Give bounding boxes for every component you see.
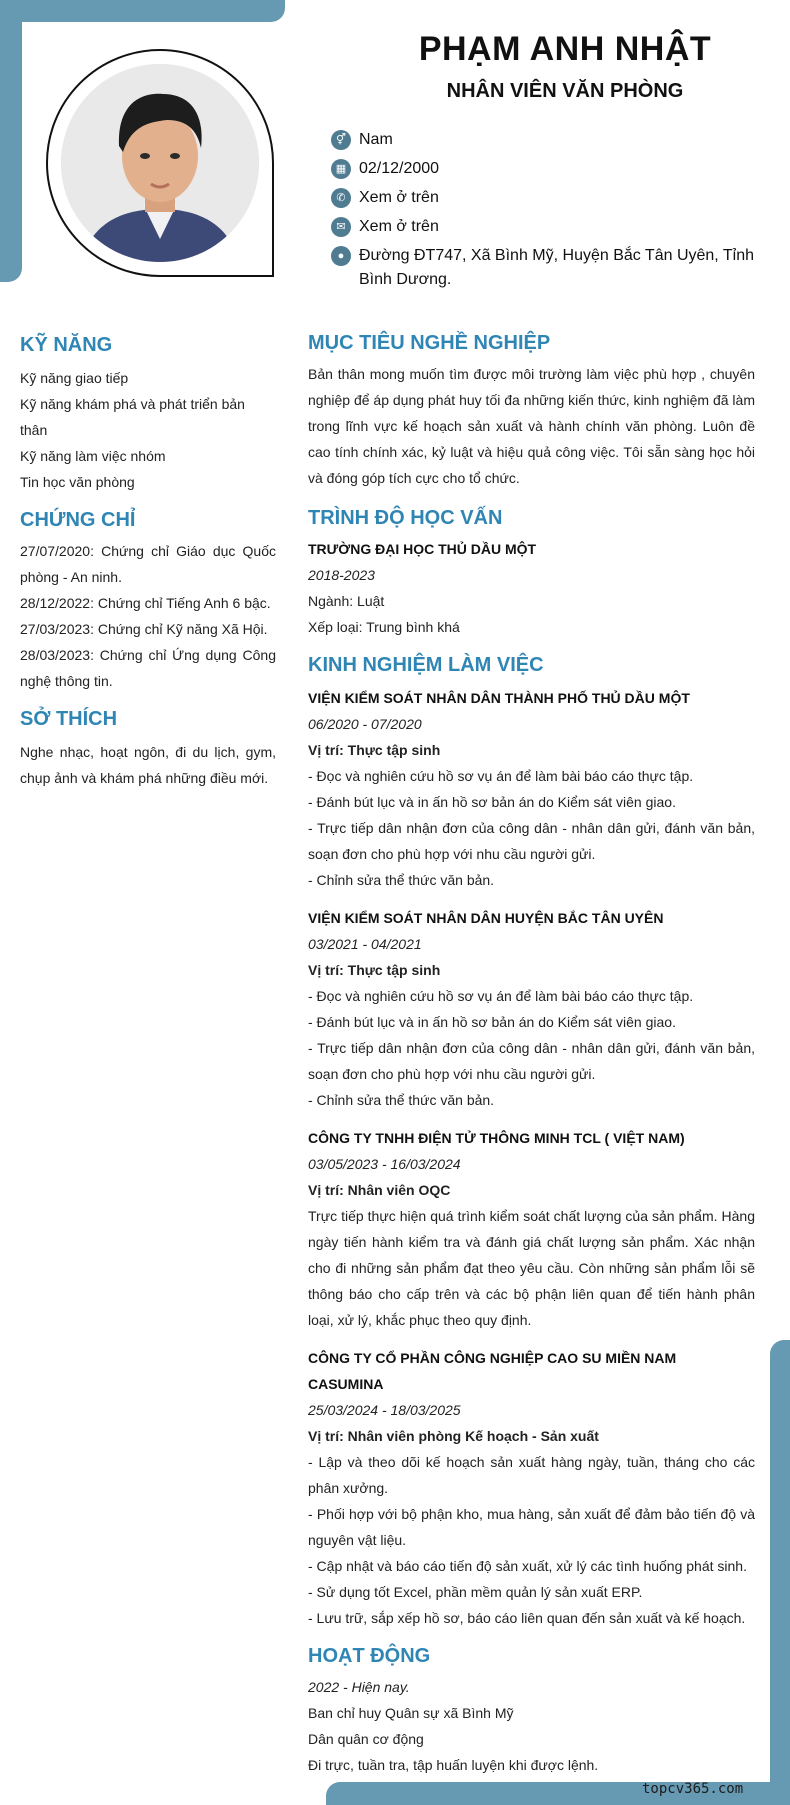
decor-left-band — [0, 0, 22, 282]
skill-item: Kỹ năng khám phá và phát triển bản thân — [20, 396, 245, 438]
contact-gender — [331, 128, 771, 152]
experience-role: Vị trí: Nhân viên phòng Kế hoạch - Sản xuất — [308, 1428, 599, 1444]
experience-line: - Trực tiếp dân nhận đơn của công dân - nhân dân gửi, đánh văn bản, soạn đơn cho phù hợp với nhu cầu người gửi. — [308, 1040, 755, 1082]
certificate-item: 27/07/2020: Chứng chỉ Giáo dục Quốc phòng - An ninh. — [20, 543, 276, 585]
experience-period: 06/2020 - 07/2020 — [308, 716, 422, 732]
skill-item: Tin học văn phòng — [20, 474, 135, 490]
experience-period: 03/2021 - 04/2021 — [308, 936, 422, 952]
experience-line: - Sử dụng tốt Excel, phần mềm quản lý sản xuất ERP. — [308, 1584, 643, 1600]
objective-heading: MỤC TIÊU NGHỀ NGHIỆP — [308, 332, 551, 354]
education-period: 2018-2023 — [308, 567, 375, 583]
experience-line: - Đọc và nghiên cứu hồ sơ vụ án để làm bài báo cáo thực tập. — [308, 988, 694, 1004]
activity-line: Đi trực, tuần tra, tập huấn luyện khi được lệnh. — [308, 1757, 599, 1773]
phone-icon: ✆ — [331, 188, 351, 208]
activities-block — [308, 1674, 755, 1778]
left-column — [20, 334, 276, 791]
hobbies-text: Nghe nhạc, hoạt ngôn, đi du lịch, gym, chụp ảnh và khám phá những điều mới. — [20, 744, 276, 786]
experience-role: Vị trí: Thực tập sinh — [308, 742, 441, 758]
experience-org: CÔNG TY TNHH ĐIỆN TỬ THÔNG MINH TCL ( VIỆT NAM) — [308, 1130, 685, 1146]
certificate-item: 28/12/2022: Chứng chỉ Tiếng Anh 6 bậc. — [20, 595, 271, 611]
contact-email — [331, 215, 771, 239]
experience-org: VIỆN KIỂM SOÁT NHÂN DÂN HUYỆN BẮC TÂN UYÊN — [308, 910, 664, 926]
contact-list — [331, 128, 771, 297]
education-heading: TRÌNH ĐỘ HỌC VẤN — [308, 507, 503, 529]
candidate-name: PHẠM ANH NHẬT — [418, 30, 712, 68]
gender-icon: ⚥ — [331, 130, 351, 150]
skills-list — [20, 365, 276, 495]
certificates-heading: CHỨNG CHỈ — [20, 509, 136, 531]
email-icon: ✉ — [331, 217, 351, 237]
experience-line: - Đọc và nghiên cứu hồ sơ vụ án để làm bài báo cáo thực tập. — [308, 768, 694, 784]
experience-item — [308, 685, 755, 893]
contact-birthday — [331, 157, 771, 181]
experience-role: Vị trí: Thực tập sinh — [308, 962, 441, 978]
certificate-item: 27/03/2023: Chứng chỉ Kỹ năng Xã Hội. — [20, 621, 268, 637]
hobbies-heading: SỞ THÍCH — [20, 708, 118, 730]
certificates-list — [20, 538, 276, 694]
experience-line: - Đánh bút lục và in ấn hồ sơ bản án do Kiểm sát viên giao. — [308, 1014, 676, 1030]
experience-item — [308, 1125, 755, 1333]
decor-top-band — [0, 0, 285, 22]
skill-item: Kỹ năng làm việc nhóm — [20, 448, 166, 464]
contact-gender-text: Nam — [359, 131, 393, 148]
experience-line: - Chỉnh sửa thể thức văn bản. — [308, 872, 495, 888]
experience-org: VIỆN KIỂM SOÁT NHÂN DÂN THÀNH PHỐ THỦ DẦU MỘT — [308, 690, 690, 706]
activity-line: Ban chỉ huy Quân sự xã Bình Mỹ — [308, 1705, 514, 1721]
activities-period: 2022 - Hiện nay. — [308, 1679, 410, 1695]
experience-item — [308, 905, 755, 1113]
experience-period: 25/03/2024 - 18/03/2025 — [308, 1402, 461, 1418]
experience-line: - Đánh bút lục và in ấn hồ sơ bản án do Kiểm sát viên giao. — [308, 794, 676, 810]
skill-item: Kỹ năng giao tiếp — [20, 370, 129, 386]
school-name: TRƯỜNG ĐẠI HỌC THỦ DẦU MỘT — [308, 541, 537, 557]
calendar-icon: ▦ — [331, 159, 351, 179]
education-grade: Xếp loại: Trung bình khá — [308, 619, 460, 635]
education-major: Ngành: Luật — [308, 593, 385, 609]
job-title: NHÂN VIÊN VĂN PHÒNG — [446, 80, 684, 102]
activity-line: Dân quân cơ động — [308, 1731, 424, 1747]
contact-phone-text: Xem ở trên — [359, 189, 439, 206]
contact-phone — [331, 186, 771, 210]
experience-line: - Cập nhật và báo cáo tiến độ sản xuất, xử lý các tình huống phát sinh. — [308, 1558, 747, 1574]
contact-email-text: Xem ở trên — [359, 218, 439, 235]
experience-line: - Phối hợp với bộ phận kho, mua hàng, sản xuất để đảm bảo tiến độ và nguyên vật liệu. — [308, 1506, 755, 1548]
experience-item — [308, 1345, 755, 1631]
activities-heading: HOẠT ĐỘNG — [308, 1645, 431, 1667]
decor-right-band — [770, 1340, 790, 1805]
watermark: topcv365.com — [642, 1781, 744, 1797]
experience-line: - Lưu trữ, sắp xếp hồ sơ, báo cáo liên quan đến sản xuất và kế hoạch. — [308, 1610, 746, 1626]
education-block — [308, 536, 755, 640]
contact-address-text: Đường ĐT747, Xã Bình Mỹ, Huyện Bắc Tân Uyên, Tỉnh Bình Dương. — [359, 247, 755, 288]
avatar — [61, 64, 259, 262]
contact-address — [331, 244, 771, 292]
experience-role: Vị trí: Nhân viên OQC — [308, 1182, 451, 1198]
experience-line: - Trực tiếp dân nhận đơn của công dân - nhân dân gửi, đánh văn bản, soạn đơn cho phù hợp với nhu cầu người gửi. — [308, 820, 755, 862]
experience-heading: KINH NGHIỆM LÀM VIỆC — [308, 654, 544, 676]
experience-line: - Chỉnh sửa thể thức văn bản. — [308, 1092, 495, 1108]
location-icon: ● — [331, 246, 351, 266]
experience-line: - Lập và theo dõi kế hoạch sản xuất hàng ngày, tuần, tháng cho các phân xưởng. — [308, 1454, 755, 1496]
objective-text: Bản thân mong muốn tìm được môi trường làm việc phù hợp , chuyên nghiệp để áp dụng phát huy tối đa những kiến thức, kinh nghiệm đã làm trong lĩnh vực kế hoạch sản xuất và hành chính văn phòng. Luôn đề cao tính chính xác, kỷ luật và hiệu quả công việc. Tôi sẵn sàng học hỏi và đóng góp tích cực cho tổ chức. — [308, 366, 755, 486]
right-column — [308, 332, 755, 1778]
contact-birthday-text: 02/12/2000 — [359, 160, 440, 177]
experience-period: 03/05/2023 - 16/03/2024 — [308, 1156, 461, 1172]
photo-frame — [46, 49, 274, 277]
certificate-item: 28/03/2023: Chứng chỉ Ứng dụng Công nghệ thông tin. — [20, 647, 276, 689]
experience-line: Trực tiếp thực hiện quá trình kiểm soát chất lượng của sản phẩm. Hàng ngày tiến hành kiểm tra và đánh giá chất lượng sản phẩm. Xác nhận cho đi những sản phẩm đạt theo yêu cầu. Còn những sản phẩm lỗi sẽ thông báo cho cấp trên và các bộ phận liên quan để tiến hành phân loại, xử lý, khắc phục theo quy định. — [308, 1208, 755, 1328]
skills-heading: KỸ NĂNG — [20, 334, 113, 356]
experience-org: CÔNG TY CỔ PHẦN CÔNG NGHIỆP CAO SU MIỀN NAM CASUMINA — [308, 1350, 677, 1392]
